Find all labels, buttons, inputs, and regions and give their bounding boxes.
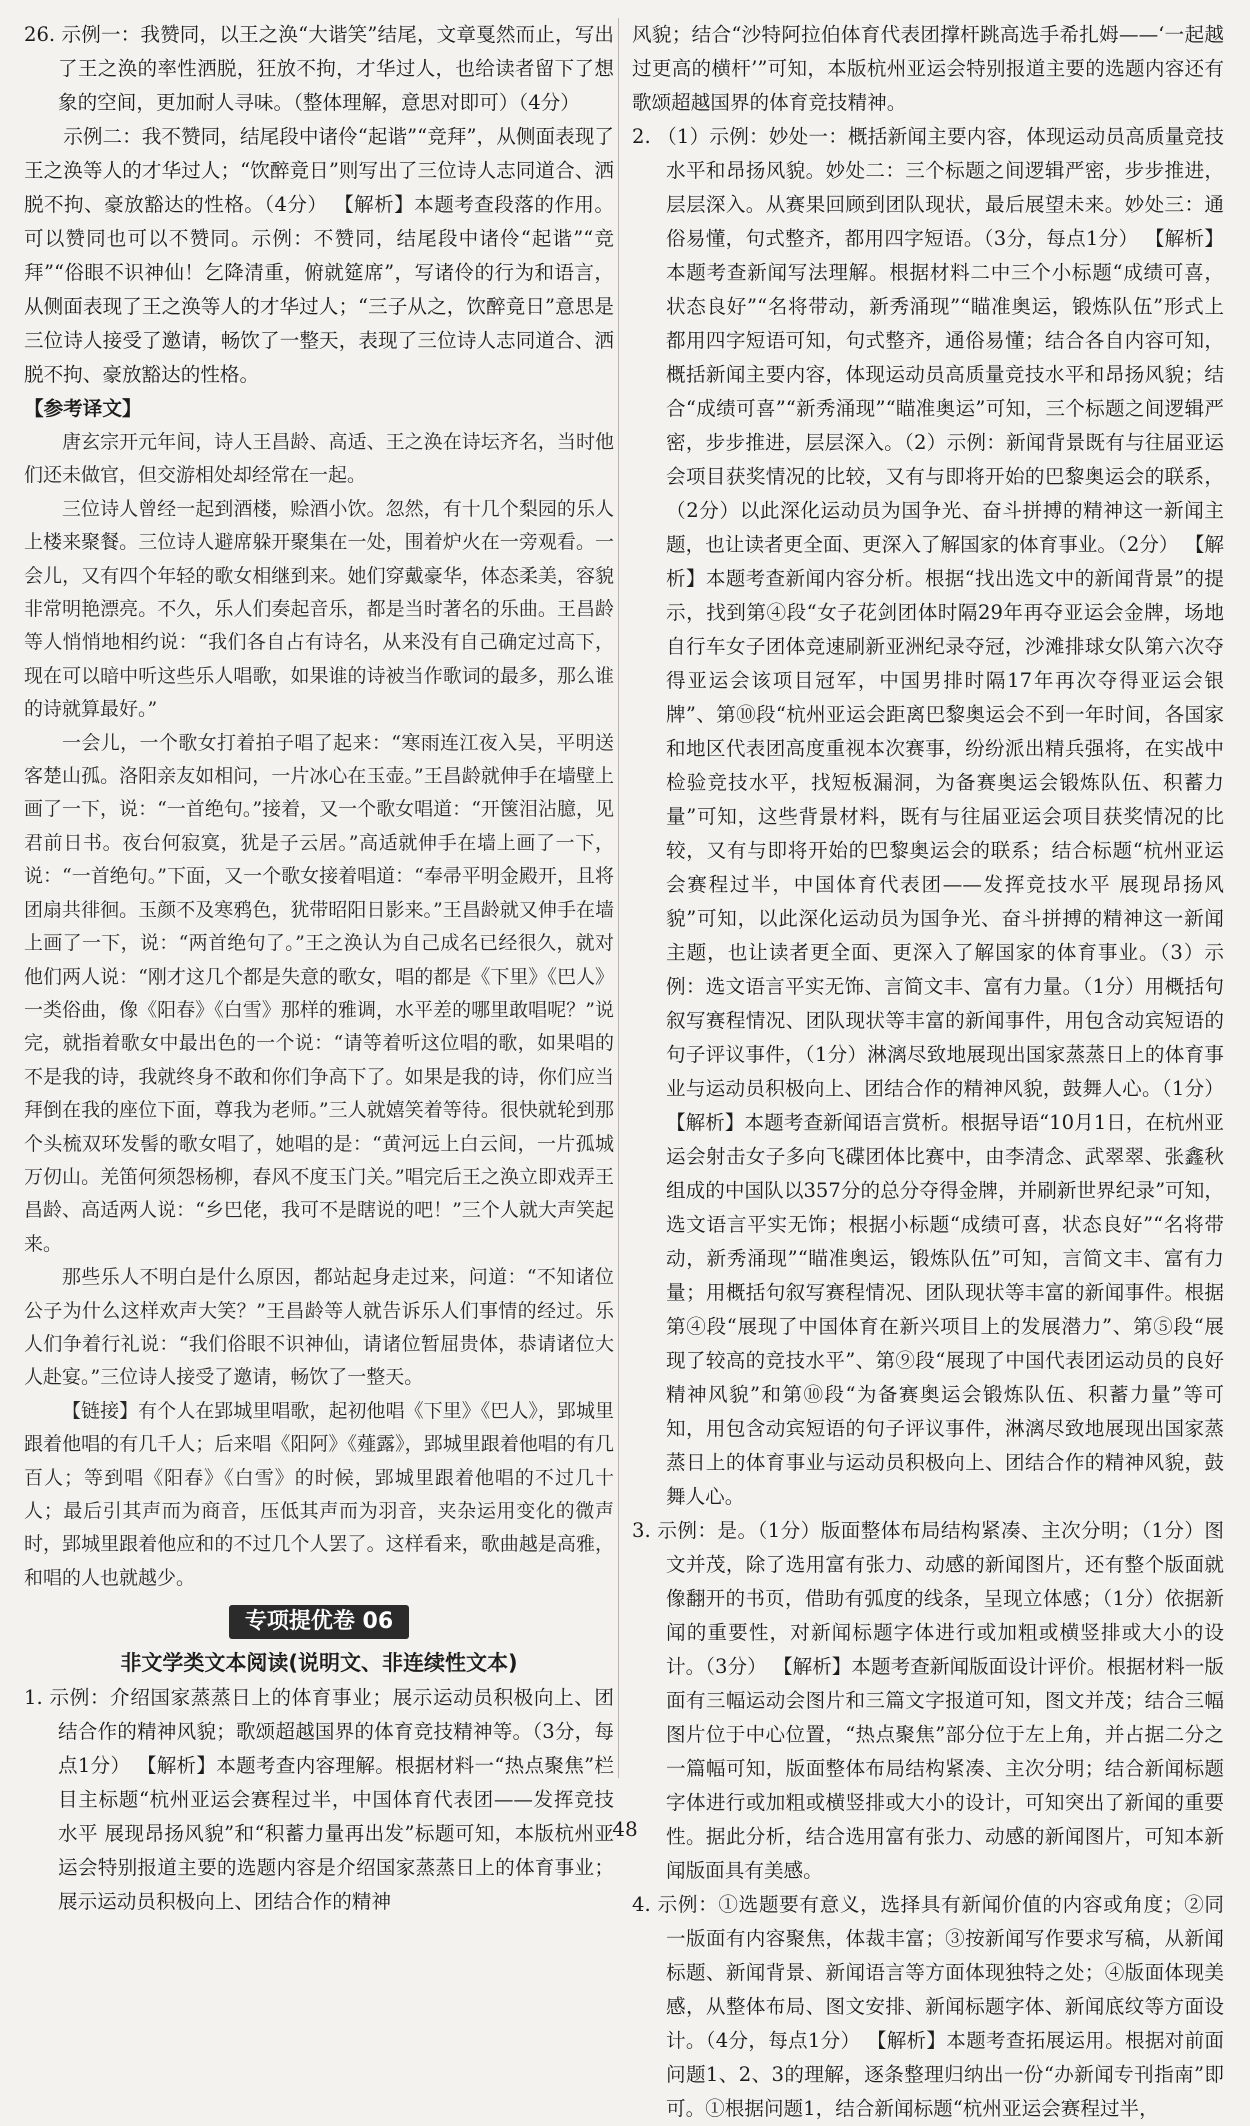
translation-paragraph-3: 一会儿，一个歌女打着拍子唱了起来：“寒雨连江夜入吴，平明送客楚山孤。洛阳亲友如相问，一片冰心在玉壶。”王昌龄就伸手在墙壁上画了一下，说：“一首绝句。”接着，又一个歌女唱道：“开箧泪沾臆，见君前日书。夜台何寂寞，犹是子云居。”高适就伸手在墙上画了一下，说：“一首绝句。”下面，又一个歌女接着唱道：“奉帚平明金殿开，且将团扇共徘徊。玉颜不及寒鸦色，犹带昭阳日影来。”王昌龄就又伸手在墙上画了一下，说：“两首绝句了。”王之涣认为自己成名已经很久，就对他们两人说：“刚才这几个都是失意的歌女，唱的都是《下里》《巴人》一类俗曲，像《阳春》《白雪》那样的雅调，水平差的哪里敢唱呢？”说完，就指着歌女中最出色的一个说：“请等着听这位唱的歌，如果唱的不是我的诗，我就终身不敢和你们争高下了。如果是我的诗，你们应当拜倒在我的座位下面，尊我为老师。”三人就嬉笑着等待。很快就轮到那个头梳双环发髻的歌女唱了，她唱的是：“黄河远上白云间，一片孤城万仞山。羌笛何须怨杨柳，春风不度玉门关。”唱完后王之涣立即戏弄王昌龄、高适两人说：“乡巴佬，我可不是瞎说的吧！”三个人就大声笑起来。 [24,731,614,1255]
page-number: 48 [612,1817,638,1841]
translation-paragraph-2: 三位诗人曾经一起到酒楼，赊酒小饮。忽然，有十几个梨园的乐人上楼来聚餐。三位诗人避席躲开聚集在一处，围着炉火在一旁观看。一会儿，又有四个年轻的歌女相继到来。她们穿戴豪华，体态柔美，容貌非常明艳漂亮。不久，乐人们奏起音乐，都是当时著名的乐曲。王昌龄等人悄悄地相约说：“我们各自占有诗名，从来没有自己确定过高下，现在可以暗中听这些乐人唱歌，如果谁的诗被当作歌词的最多，那么谁的诗就算最好。” [24,497,614,721]
column-divider [618,18,619,1778]
q4-answer: 4. 示例：①选题要有意义，选择具有新闻价值的内容或角度；②同一版面有内容聚焦，体裁丰富；③按新闻写作要求写稿，从新闻标题、新闻背景、新闻语言等方面体现独特之处；④版面体现美感，从整体布局、图文安排、新闻标题字体、新闻底纹等方面设计。（4分，每点1分） 【解析】本题考查拓展运用。根据对前面问题1、2、3的理解，逐条整理归纳出一份“办新闻专刊指南”即可。①根据问题1，结合新闻标题“杭州亚运会赛程过半， [632,1893,1224,2120]
section-banner: 专项提优卷 06 [229,1605,409,1639]
q26-example-two: 示例二：我不赞同，结尾段中诸伶“起谐”“竞拜”，从侧面表现了王之涣等人的才华过人；“饮醉竟日”则写出了三位诗人志同道合、洒脱不拘、豪放豁达的性格。（4分） 【解析】本题考查段落的作用。可以赞同也可以不赞同。示例：不赞同，结尾段中诸伶“起谐”“竞拜”“俗眼不识神仙！乞降清重，俯就筵席”，写诸伶的行为和语言，从侧面表现了王之涣等人的才华过人；“三子从之，饮醉竟日”意思是三位诗人接受了邀请，畅饮了一整天，表现了三位诗人志同道合、洒脱不拘、豪放豁达的性格。 [24,125,614,386]
section-banner-wrap [24,1605,614,1639]
right-column [632,18,1224,2126]
q1-answer-continued: 风貌；结合“沙特阿拉伯体育代表团撑杆跳高选手希扎姆——‘一起越过更高的横杆’”可知，本版杭州亚运会特别报道主要的选题内容还有歌颂超越国界的体育竞技精神。 [632,23,1224,114]
q1-answer: 1. 示例：介绍国家蒸蒸日上的体育事业；展示运动员积极向上、团结合作的精神风貌；歌颂超越国界的体育竞技精神等。（3分，每点1分） 【解析】本题考查内容理解。根据材料一“热点聚焦”栏目主标题“杭州亚运会赛程过半，中国体育代表团——发挥竞技水平 展现昂扬风貌”和“积蓄力量再出发”标题可知，本版杭州亚运会特别报道主要的选题内容是介绍国家蒸蒸日上的体育事业；展示运动员积极向上、团结合作的精神 [24,1686,614,1914]
left-column [24,18,614,1919]
section-title: 非文学类文本阅读(说明文、非连续性文本) [120,1651,518,1676]
translation-paragraph-4: 那些乐人不明白是什么原因，都站起身走过来，问道：“不知诸位公子为什么这样欢声大笑？”王昌龄等人就告诉乐人们事情的经过。乐人们争着行礼说：“我们俗眼不识神仙，请诸位暂屈贵体，恭请诸位大人赴宴。”三位诗人接受了邀请，畅饮了一整天。 [24,1266,614,1389]
translation-paragraph-1: 唐玄宗开元年间，诗人王昌龄、高适、王之涣在诗坛齐名，当时他们还未做官，但交游相处却经常在一起。 [24,431,614,487]
link-paragraph: 【链接】有个人在郢城里唱歌，起初他唱《下里》《巴人》，郢城里跟着他唱的有几千人；后来唱《阳阿》《薤露》，郢城里跟着他唱的有几百人；等到唱《阳春》《白雪》的时候，郢城里跟着他唱的不过几十人；最后引其声而为商音，压低其声而为羽音，夹杂运用变化的微声时，郢城里跟着他应和的不过几个人罢了。这样看来，歌曲越是高雅，和唱的人也就越少。 [24,1399,614,1589]
q26-example-one: 26. 示例一：我赞同，以王之涣“大谐笑”结尾，文章戛然而止，写出了王之涣的率性洒脱，狂放不拘，才华过人，也给读者留下了想象的空间，更加耐人寻味。（整体理解，意思对即可）（4分） [24,23,614,114]
q3-answer: 3. 示例：是。（1分）版面整体布局结构紧凑、主次分明；（1分）图文并茂，除了选用富有张力、动感的新闻图片，还有整个版面就像翻开的书页，借助有弧度的线条，呈现立体感；（1分）依据新闻的重要性，对新闻标题字体进行或加粗或横竖排或大小的设计。（3分） 【解析】本题考查新闻版面设计评价。根据材料一版面有三幅运动会图片和三篇文字报道可知，图文并茂；结合三幅图片位于中心位置，“热点聚焦”部分位于左上角，并占据二分之一篇幅可知，版面整体布局结构紧凑、主次分明；结合新闻标题字体进行或加粗或横竖排或大小的设计，可知突出了新闻的重要性。据此分析，结合选用富有张力、动感的新闻图片，可知本新闻版面具有美感。 [632,1519,1224,1882]
q2-answer: 2. （1）示例：妙处一：概括新闻主要内容，体现运动员高质量竞技水平和昂扬风貌。妙处二：三个标题之间逻辑严密，步步推进，层层深入。从赛果回顾到团队现状，最后展望未来。妙处三：通俗易懂，句式整齐，都用四字短语。（3分，每点1分） 【解析】本题考查新闻写法理解。根据材料二中三个小标题“成绩可喜，状态良好”“名将带动，新秀涌现”“瞄准奥运，锻炼队伍”形式上都用四字短语可知，句式整齐，通俗易懂；结合各自内容可知，概括新闻主要内容，体现运动员高质量竞技水平和昂扬风貌；结合“成绩可喜”“新秀涌现”“瞄准奥运”可知，三个标题之间逻辑严密，步步推进，层层深入。（2）示例：新闻背景既有与往届亚运会项目获奖情况的比较，又有与即将开始的巴黎奥运会的联系，（2分）以此深化运动员为国争光、奋斗拼搏的精神这一新闻主题，也让读者更全面、更深入了解国家的体育事业。（2分） 【解析】本题考查新闻内容分析。根据“找出选文中的新闻背景”的提示，找到第④段“女子花剑团体时隔29年再夺亚运会金牌，场地自行车女子团体竞速刷新亚洲纪录夺冠，沙滩排球女队第六次夺得亚运会该项目冠军，中国男排时隔17年再次夺得亚运会银牌”、第⑩段“杭州亚运会距离巴黎奥运会不到一年时间，各国家和地区代表团高度重视本次赛事，纷纷派出精兵强将，在实战中检验竞技水平，找短板漏洞，为备赛奥运会锻炼队伍、积蓄力量”可知，这些背景材料，既有与往届亚运会项目获奖情况的比较，又有与即将开始的巴黎奥运会的联系；结合标题“杭州亚运会赛程过半，中国体育代表团——发挥竞技水平 展现昂扬风貌”可知，以此深化运动员为国争光、奋斗拼搏的精神这一新闻主题，也让读者更全面、更深入了解国家的体育事业。（3）示例：选文语言平实无饰、言简文丰、富有力量。（1分）用概括句叙写赛程情况、团队现状等丰富的新闻事件，用包含动宾短语的句子评议事件，（1分）淋漓尽致地展现出国家蒸蒸日上的体育事业与运动员积极向上、团结合作的精神风貌，鼓舞人心。（1分） 【解析】本题考查新闻语言赏析。根据导语“10月1日，在杭州亚运会射击女子多向飞碟团体比赛中，由李清念、武翠翠、张鑫秋组成的中国队以357分的总分夺得金牌，并刷新世界纪录”可知，选文语言平实无饰；根据小标题“成绩可喜，状态良好”“名将带动，新秀涌现”“瞄准奥运，锻炼队伍”可知，言简文丰、富有力量；用概括句叙写赛程情况、团队现状等丰富的新闻事件。根据第④段“展现了中国体育在新兴项目上的发展潜力”、第⑤段“展现了较高的竞技水平”、第⑨段“展现了中国代表团运动员的良好精神风貌”和第⑩段“为备赛奥运会锻炼队伍、积蓄力量”等可知，用包含动宾短语的句子评议事件，淋漓尽致地展现出国家蒸蒸日上的体育事业与运动员积极向上、团结合作的精神风貌，鼓舞人心。 [632,125,1224,1508]
reference-translation-title: 【参考译文】 [24,397,142,420]
